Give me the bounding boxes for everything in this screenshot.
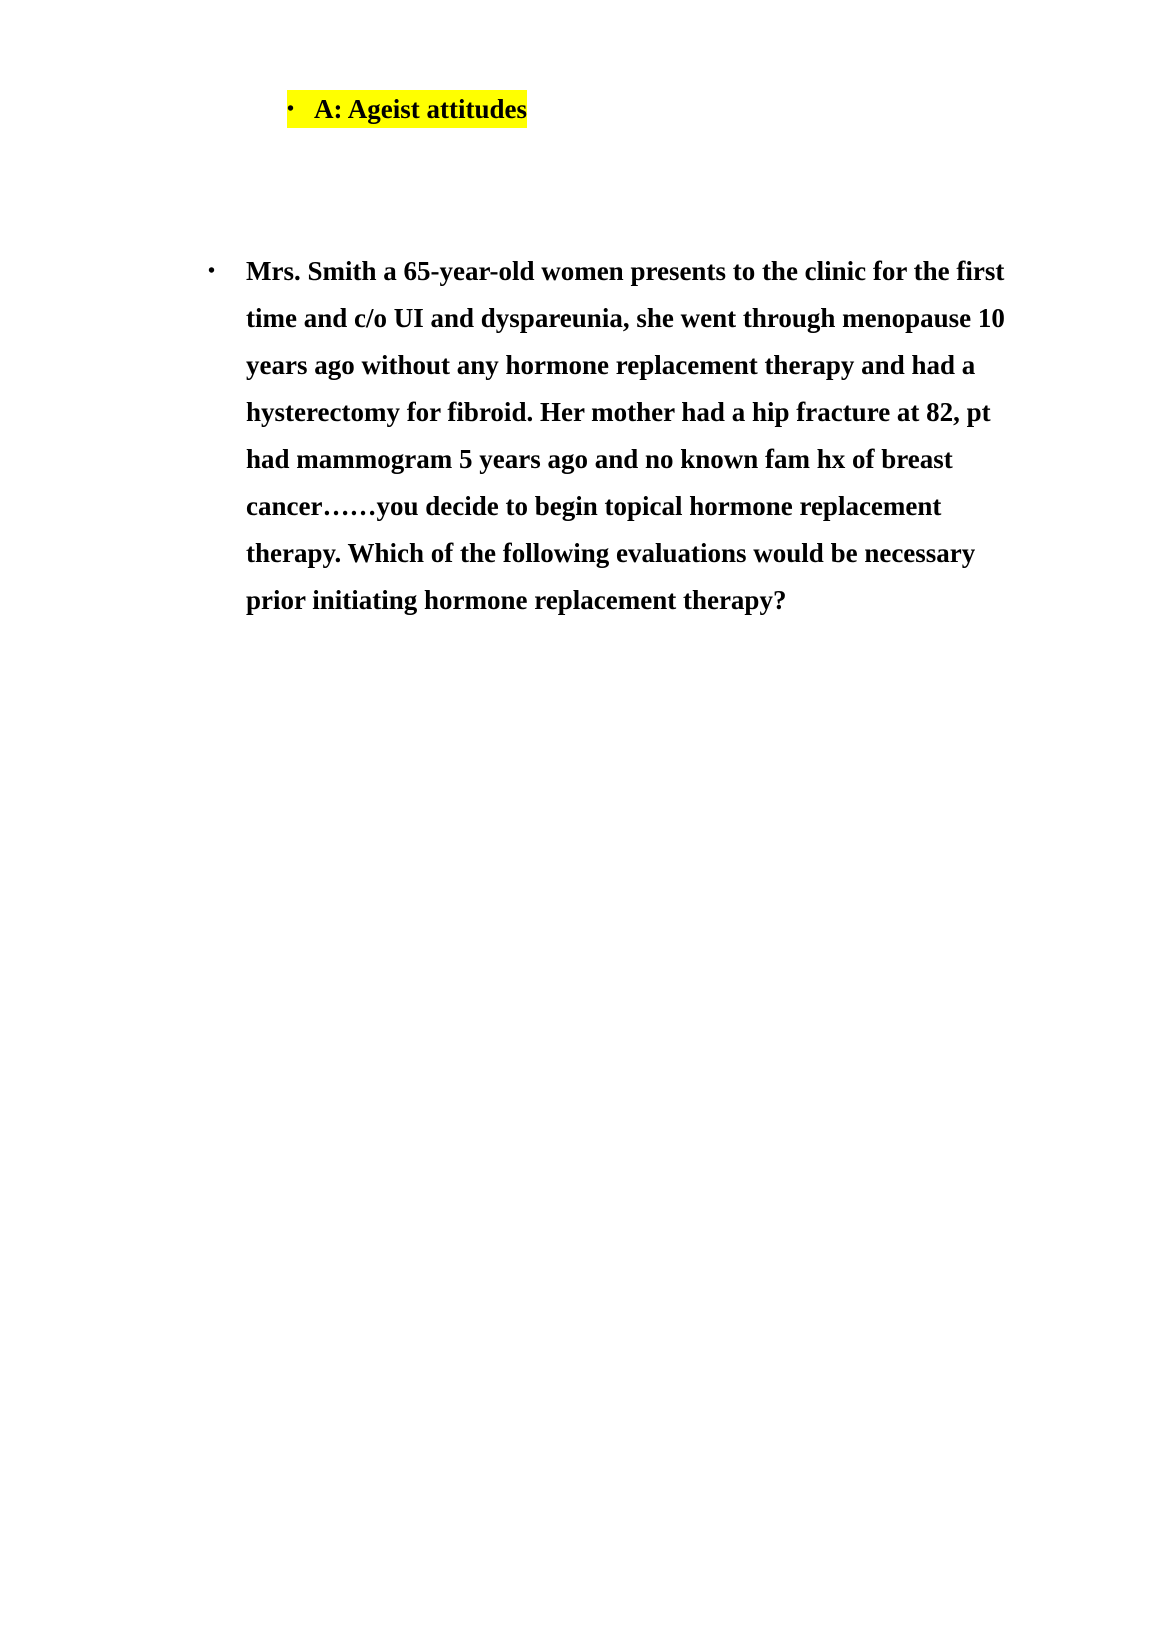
question-line: hysterectomy for fibroid. Her mother had a hip fracture at 82, pt (246, 397, 991, 427)
bullet-icon: • (208, 260, 216, 282)
question-item (208, 248, 1028, 624)
question-line: had mammogram 5 years ago and no known fam hx of breast (246, 444, 953, 474)
question-line: years ago without any hormone replacement therapy and had a (246, 350, 976, 380)
answer-text: A: Ageist attitudes (314, 94, 527, 124)
question-line: therapy. Which of the following evaluations would be necessary (246, 538, 976, 568)
question-line: Mrs. Smith a 65-year-old women presents to the clinic for the first (246, 256, 1005, 286)
question-line: time and c/o UI and dyspareunia, she went through menopause 10 (246, 303, 1005, 333)
question-line: cancer……you decide to begin topical hormone replacement (246, 491, 942, 521)
answer-highlighted-item (287, 90, 527, 128)
question-text (246, 248, 1005, 624)
bullet-icon: • (287, 98, 295, 120)
question-line: prior initiating hormone replacement therapy? (246, 585, 787, 615)
